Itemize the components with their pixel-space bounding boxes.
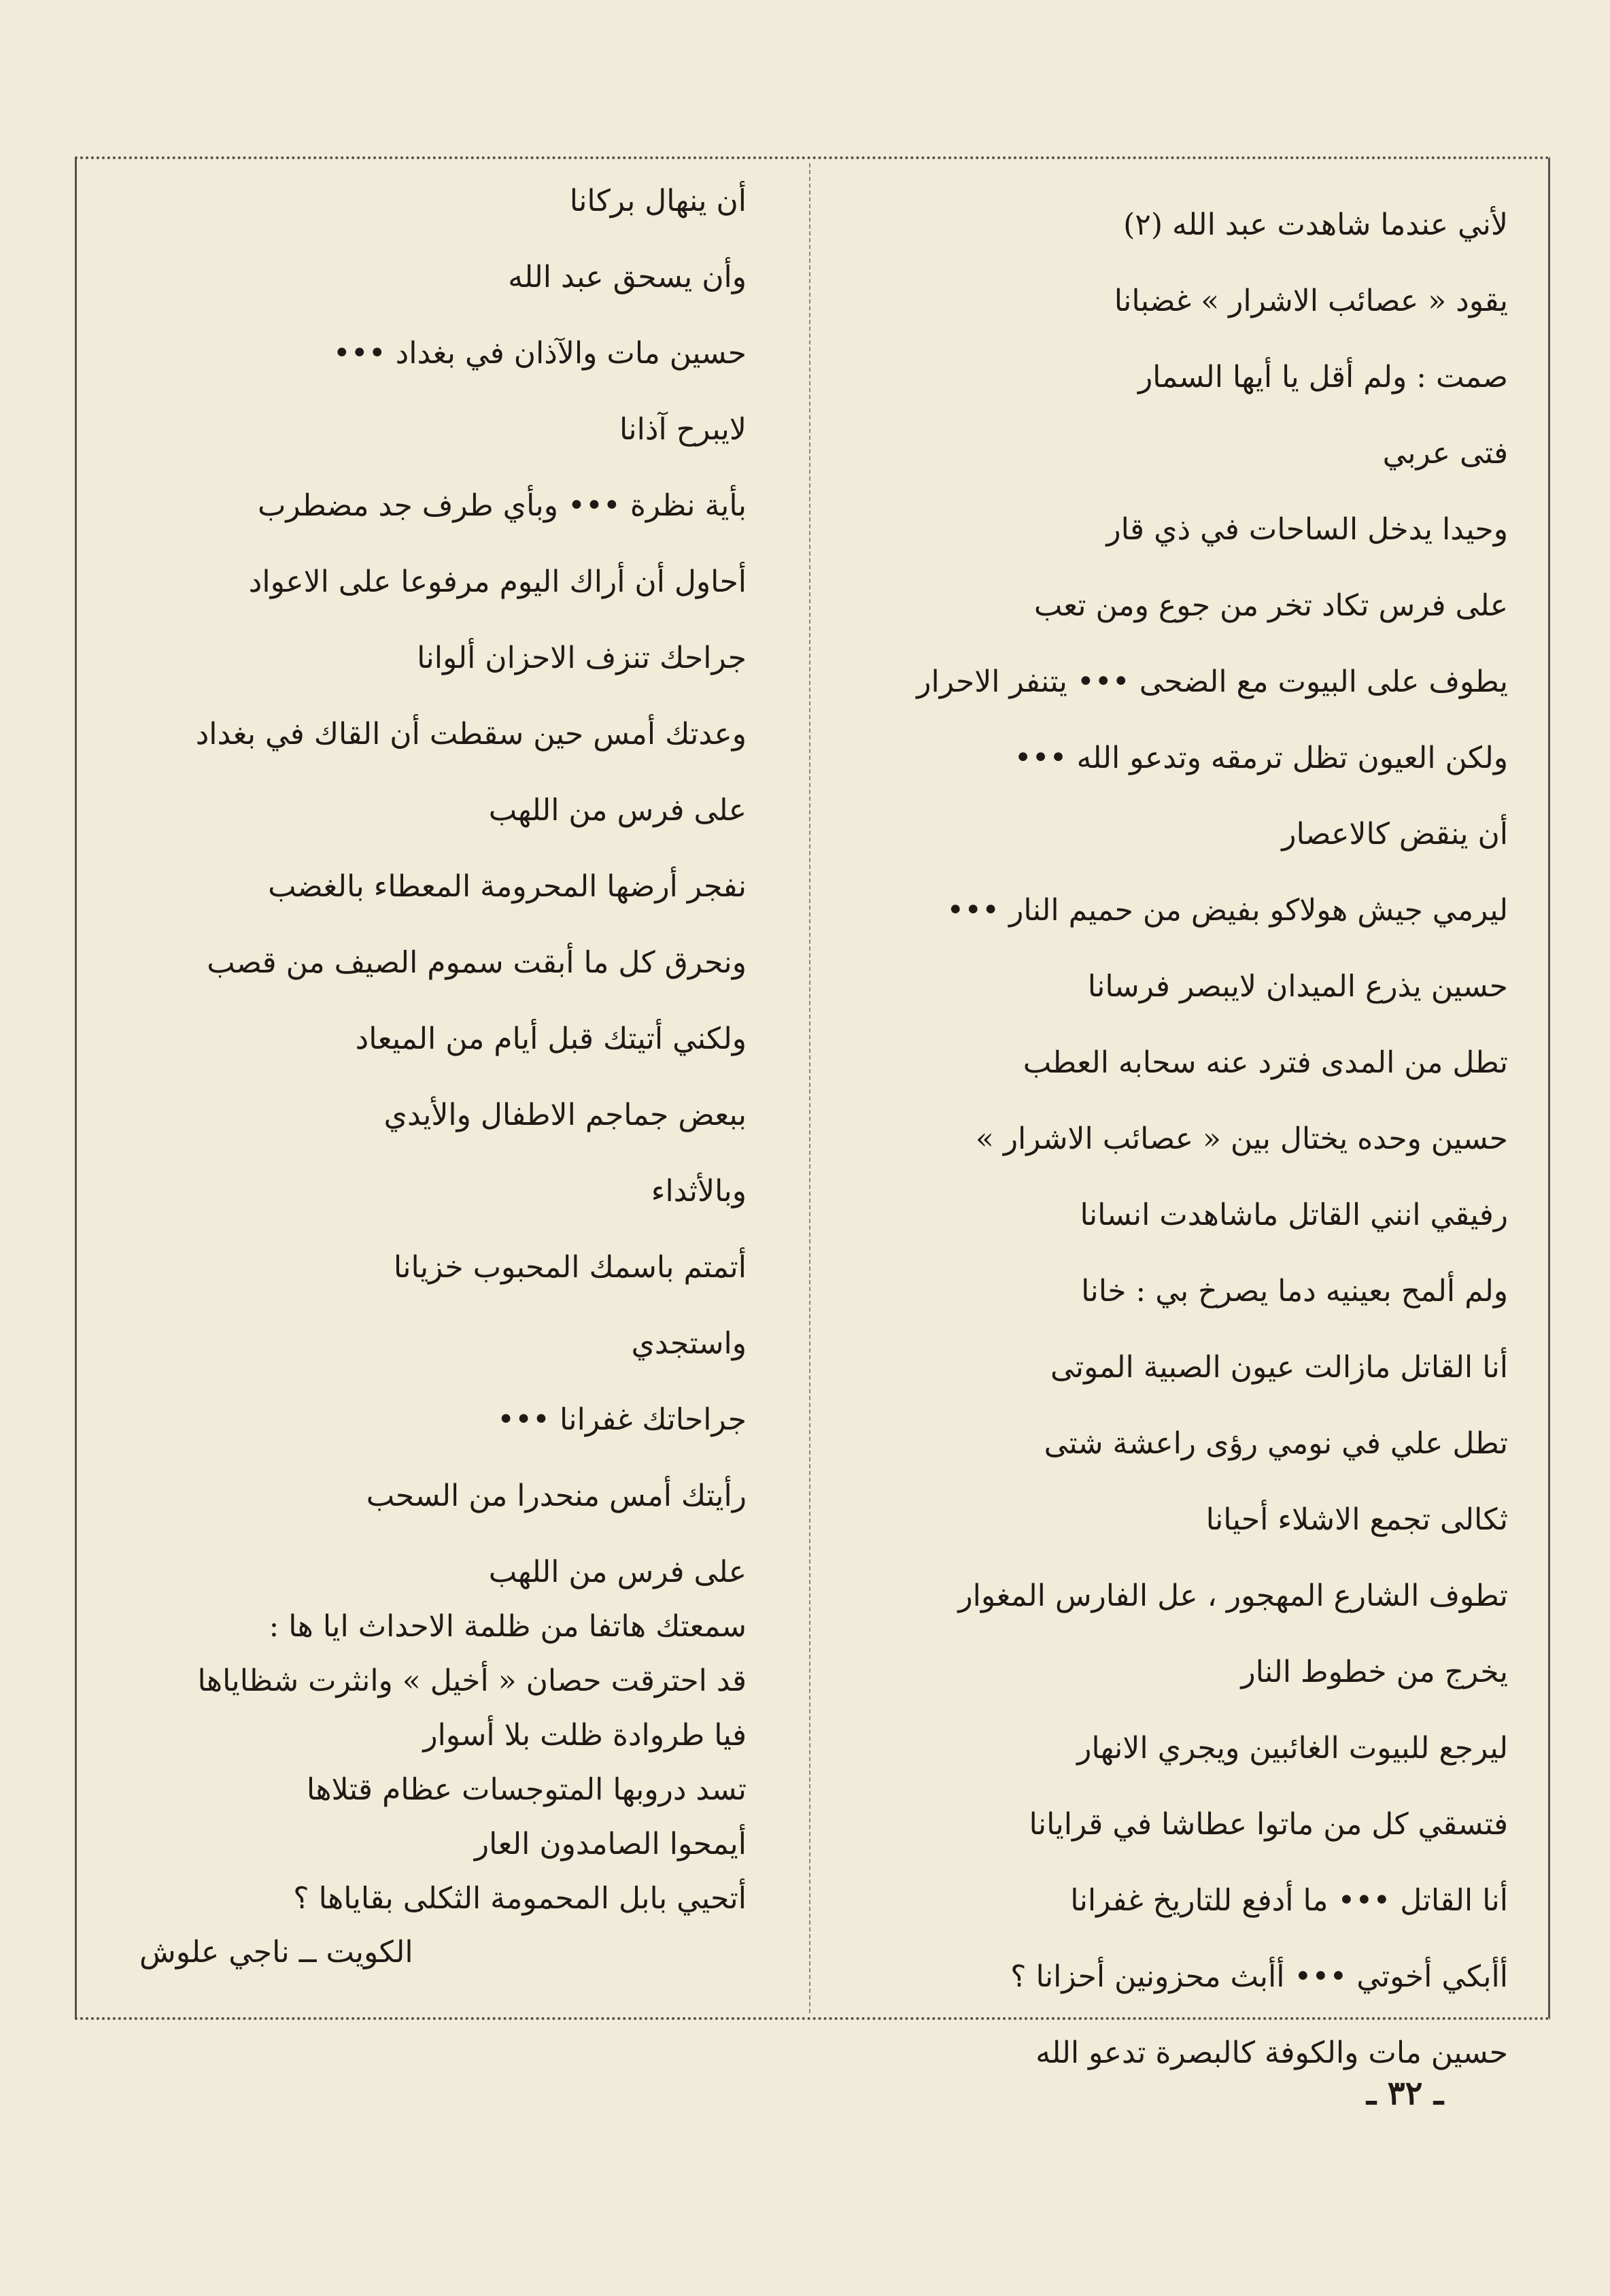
poem-line: رأيتك أمس منحدرا من السحب xyxy=(366,1479,747,1513)
poem-line: حسين مات والكوفة كالبصرة تدعو الله xyxy=(1035,2036,1508,2070)
poem-line: على فرس تكاد تخر من جوع ومن تعب xyxy=(1033,588,1508,623)
poem-line: ولم ألمح بعينيه دما يصرخ بي : خانا xyxy=(1081,1274,1508,1309)
poem-line: أيمحوا الصامدون العار xyxy=(474,1827,747,1861)
poem-line: حسين مات والآذان في بغداد ••• xyxy=(332,336,747,371)
poem-line: وعدتك أمس حين سقطت أن القاك في بغداد xyxy=(195,717,747,752)
author-signature: الكويت ــ ناجي علوش xyxy=(139,1935,413,1970)
poem-line: أنا القاتل ••• ما أدفع للتاريخ غفرانا xyxy=(1070,1883,1508,1918)
poem-line: تسد دروبها المتوجسات عظام قتلاها xyxy=(306,1772,747,1807)
poem-line: ثكالى تجمع الاشلاء أحيانا xyxy=(1205,1502,1508,1537)
poem-line: يطوف على البيوت مع الضحى ••• يتنفر الاحرار xyxy=(917,664,1508,699)
poem-line: ونحرق كل ما أبقت سموم الصيف من قصب xyxy=(207,945,747,980)
poem-line: على فرس من اللهب xyxy=(488,1555,747,1589)
left-column xyxy=(94,184,747,1936)
poem-line: تطوف الشارع المهجور ، عل الفارس المغوار xyxy=(958,1578,1508,1613)
poem-line: لأني عندما شاهدت عبد الله (٢) xyxy=(1123,207,1508,242)
poem-line: واستجدي xyxy=(631,1326,747,1361)
poem-line: وحيدا يدخل الساحات في ذي قار xyxy=(1106,512,1508,547)
poem-line: ببعض جماجم الاطفال والأيدي xyxy=(383,1098,747,1132)
poem-line: صمت : ولم أقل يا أيها السمار xyxy=(1137,360,1508,394)
poem-line: يخرج من خطوط النار xyxy=(1241,1655,1508,1689)
poem-line: أن ينهال بركانا xyxy=(569,184,747,218)
poem-line: وبالأثداء xyxy=(651,1174,747,1209)
poem-line: وأن يسحق عبد الله xyxy=(508,260,747,294)
poem-line: أتمتم باسمك المحبوب خزيانا xyxy=(393,1250,747,1285)
poem-line: نفجر أرضها المحرومة المعطاء بالغضب xyxy=(268,869,747,904)
poem-line: حسين يذرع الميدان لايبصر فرسانا xyxy=(1087,969,1508,1004)
poem-line: تطل علي في نومي رؤى راعشة شتى xyxy=(1044,1426,1508,1461)
poem-line: لايبرح آذانا xyxy=(619,412,747,447)
poem-line: ولكني أتيتك قبل أيام من الميعاد xyxy=(355,1022,747,1056)
right-column xyxy=(828,207,1508,2112)
poem-line: ليرجع للبيوت الغائبين ويجري الانهار xyxy=(1077,1731,1508,1766)
poem-line: فتسقي كل من ماتوا عطاشا في قرايانا xyxy=(1029,1807,1508,1842)
poem-line: يقود « عصائب الاشرار » غضبانا xyxy=(1114,284,1508,318)
poem-line: فتى عربي xyxy=(1382,436,1508,471)
poem-line: أحاول أن أراك اليوم مرفوعا على الاعواد xyxy=(248,564,747,599)
poem-line: ولكن العيون تظل ترمقه وتدعو الله ••• xyxy=(1014,741,1508,775)
poem-line: أنا القاتل مازالت عيون الصبية الموتى xyxy=(1050,1350,1508,1385)
column-divider xyxy=(809,163,810,2013)
poem-line: على فرس من اللهب xyxy=(488,793,747,828)
poem-line: رفيقي انني القاتل ماشاهدت انسانا xyxy=(1080,1198,1508,1232)
poem-line: فيا طروادة ظلت بلا أسوار xyxy=(423,1718,747,1753)
poem-line: سمعتك هاتفا من ظلمة الاحداث ايا ها : xyxy=(269,1609,747,1644)
poem-line: جراحك تنزف الاحزان ألوانا xyxy=(417,641,747,675)
poem-line: حسين وحده يختال بين « عصائب الاشرار » xyxy=(975,1121,1508,1156)
poem-line: أن ينقض كالاعصار xyxy=(1282,817,1508,851)
poem-line: أتحيي بابل المحمومة الثكلى بقاياها ؟ xyxy=(293,1881,747,1916)
poem-line: أأبكي أخوتي ••• أأبث محزونين أحزانا ؟ xyxy=(1010,1959,1508,1994)
poem-line: ليرمي جيش هولاكو بفيض من حميم النار ••• xyxy=(946,893,1508,928)
poem-line: بأية نظرة ••• وبأي طرف جد مضطرب xyxy=(258,488,747,523)
poem-line: تطل من المدى فترد عنه سحابه العطب xyxy=(1023,1045,1508,1080)
poem-line: قد احترقت حصان « أخيل » وانثرت شظاياها xyxy=(197,1664,747,1698)
page-number: ـ ٣٢ ـ xyxy=(1367,2074,1444,2112)
poem-line: جراحاتك غفرانا ••• xyxy=(497,1402,747,1437)
